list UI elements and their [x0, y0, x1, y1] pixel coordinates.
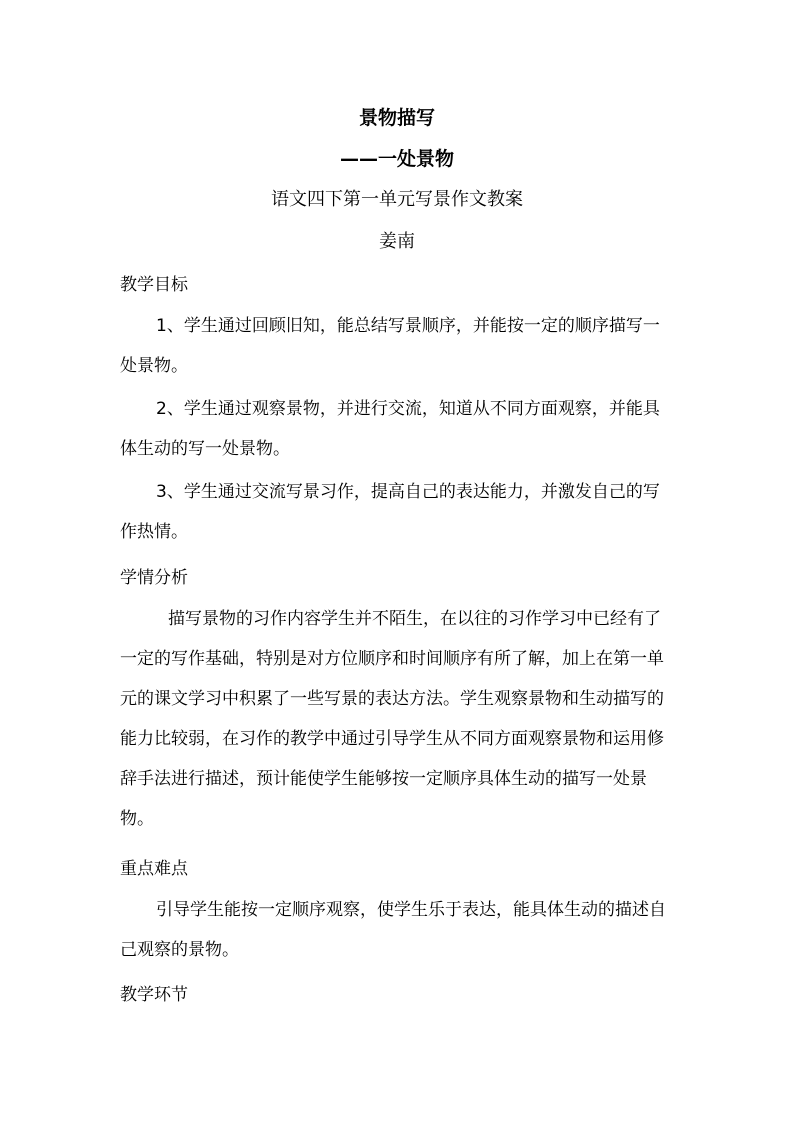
objective-item-2: 2、学生通过观察景物，并进行交流，知道从不同方面观察，并能具体生动的写一处景物。 — [120, 399, 660, 459]
objective-item-3: 3、学生通过交流写景习作，提高自己的表达能力，并激发自己的写作热情。 — [120, 482, 660, 542]
document-subtitle: ——一处景物 — [339, 148, 454, 170]
key-points-paragraph: 引导学生能按一定顺序观察，使学生乐于表达，能具体生动的描述自己观察的景物。 — [120, 900, 666, 960]
objective-item-1: 1、学生通过回顾旧知，能总结写景顺序，并能按一定的顺序描写一处景物。 — [120, 316, 660, 376]
process-heading: 教学环节 — [120, 985, 188, 1005]
analysis-heading: 学情分析 — [120, 568, 188, 588]
author-name: 姜南 — [379, 231, 415, 252]
document-title: 景物描写 — [358, 107, 435, 129]
key-points-heading: 重点难点 — [120, 859, 188, 879]
analysis-paragraph: 描写景物的习作内容学生并不陌生，在以往的习作学习中已经有了一定的写作基础，特别是对方位顺序和时间顺序有所了解，加上在第一单元的课文学习中积累了一些写景的表达方法。学生观察景物和生动描写的能力比较弱，在习作的教学中通过引导学生从不同方面观察景物和运用修辞手法进行描述，预计能使学生能够按一定顺序具体生动的描写一处景物。 — [120, 609, 664, 829]
course-line: 语文四下第一单元写景作文教案 — [271, 189, 523, 210]
objectives-heading: 教学目标 — [120, 275, 188, 295]
